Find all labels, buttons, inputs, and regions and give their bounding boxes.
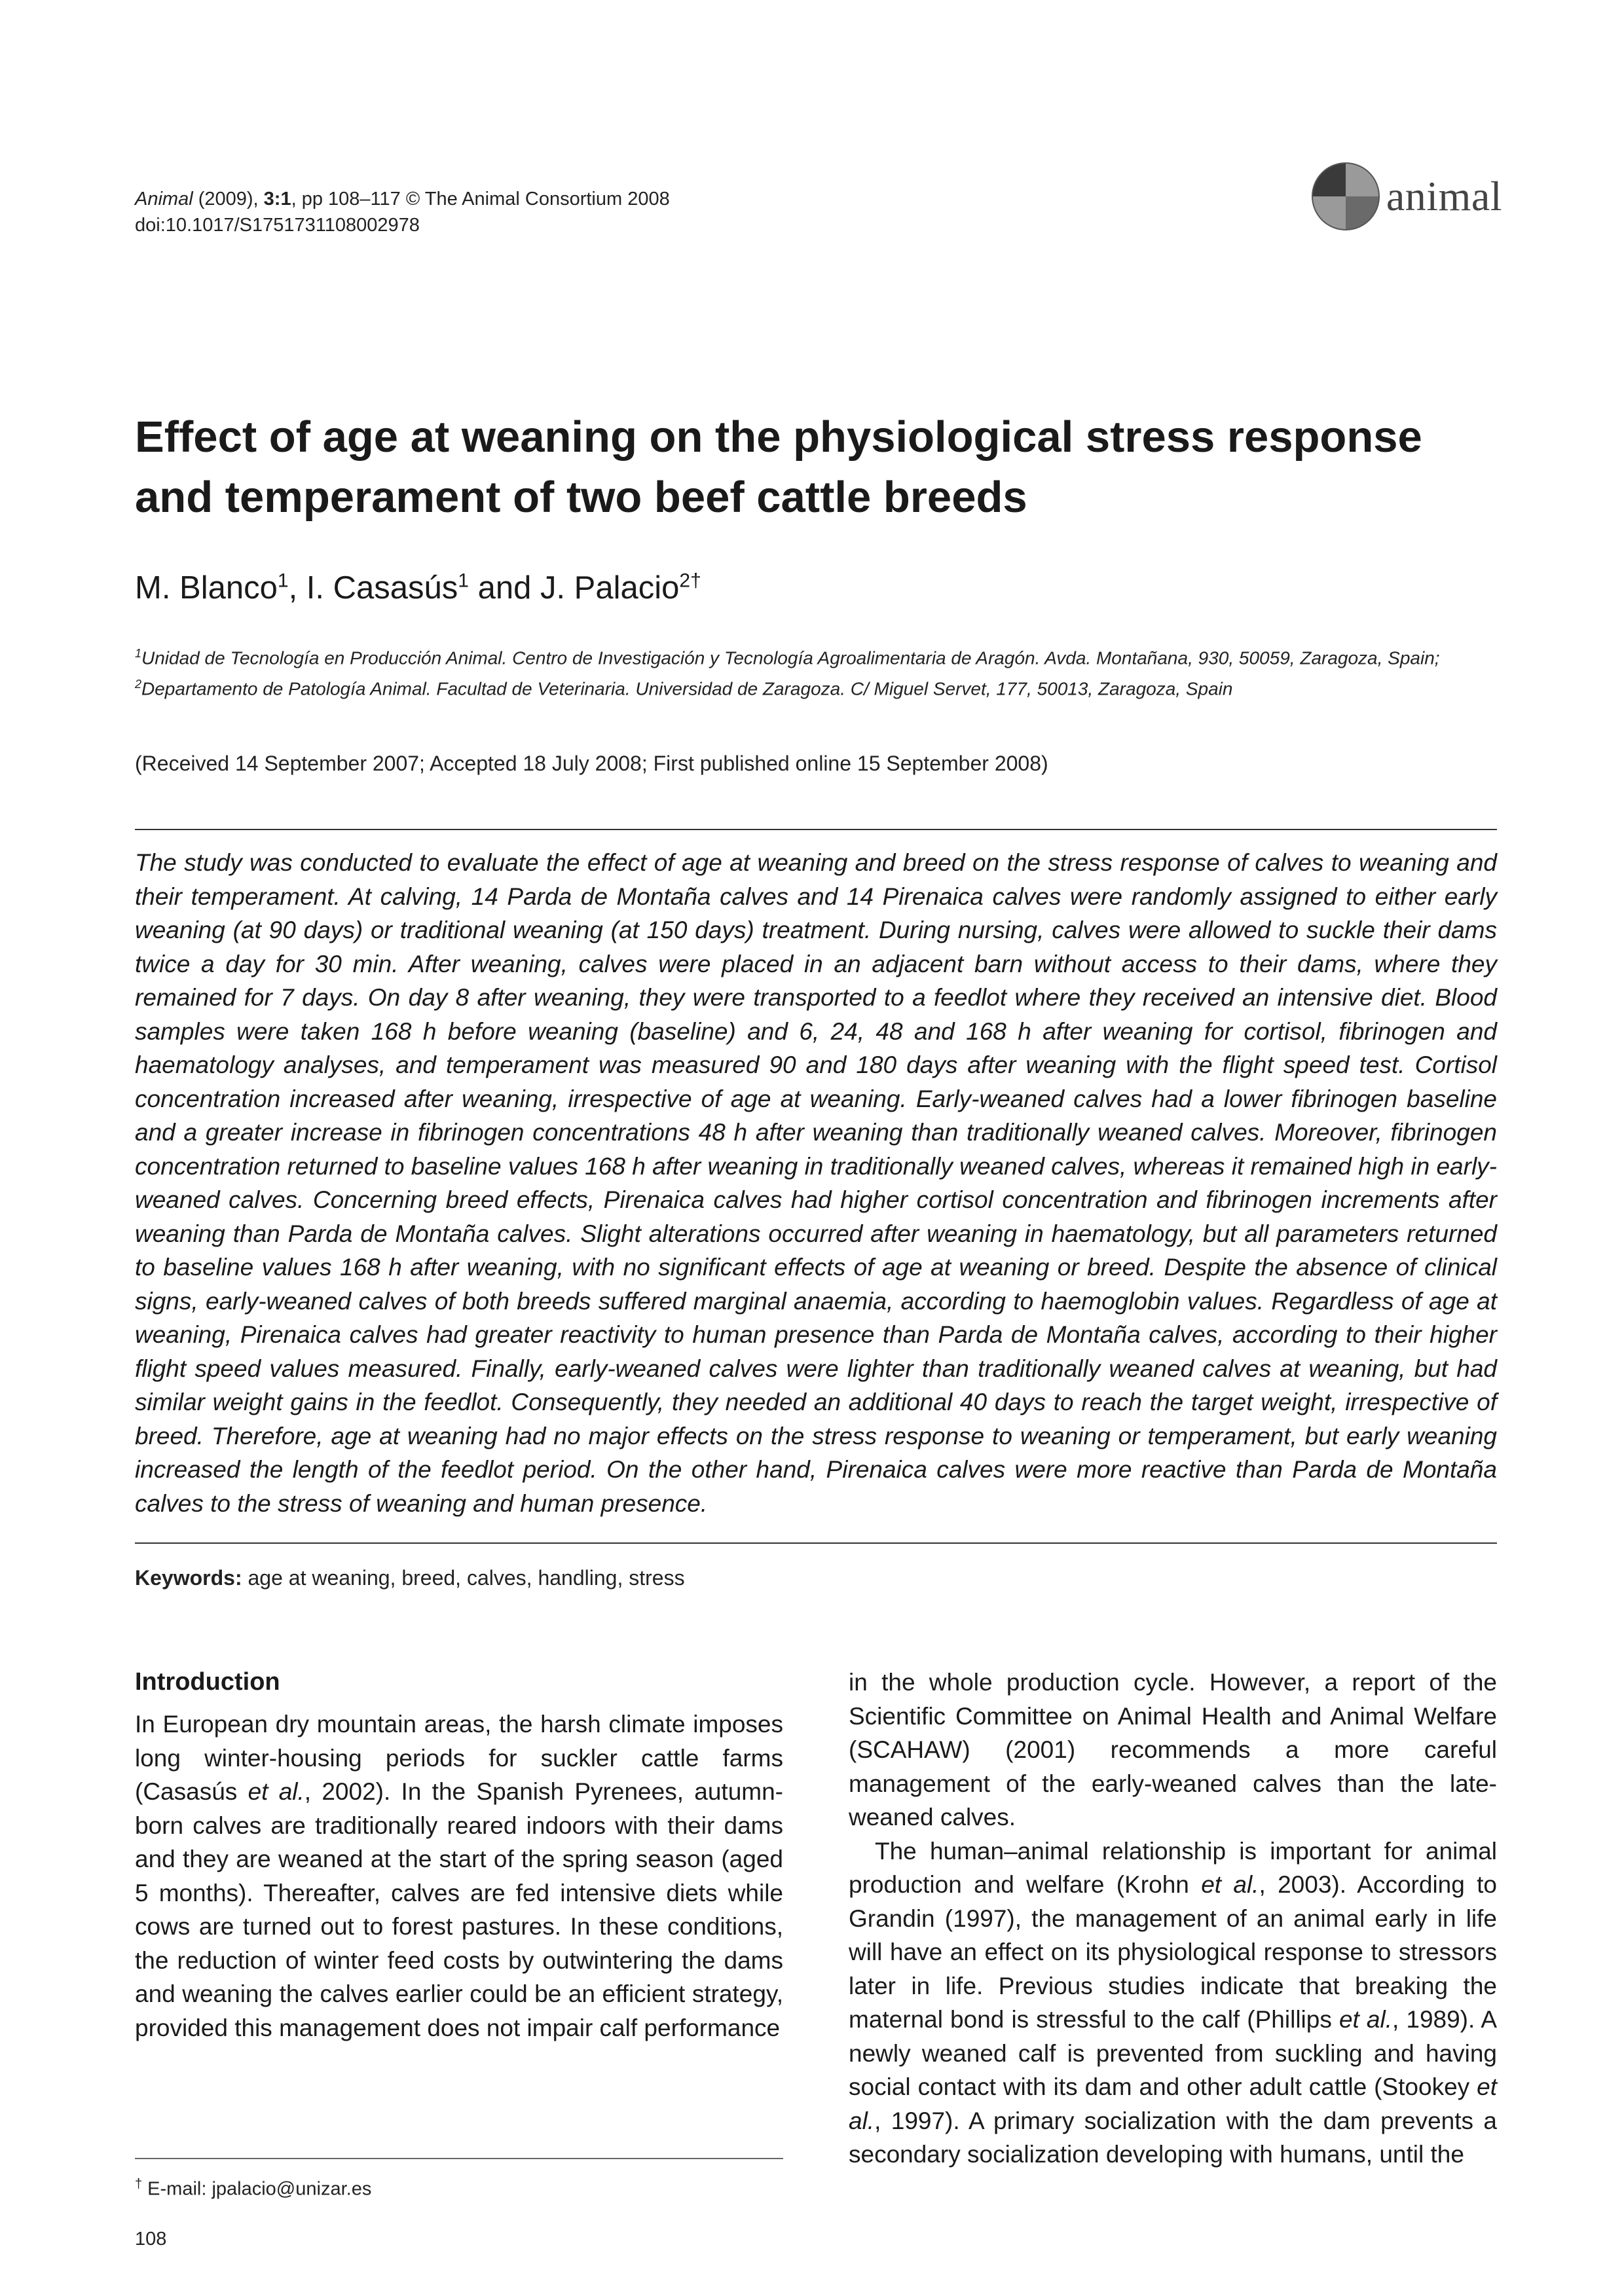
text-run: , 2002). In the Spanish Pyrenees, autumn-born calves are traditionally reared indoors with their dams and they are weaned at the start of the spring season (aged 5 months). Thereafter, calves are fed intensive diets while cows are turned out to forest pastures. In these conditions, the reduction of winter feed costs by outwintering the dams and weaning the calves earlier could be an efficient strategy, provided this management does not impair calf performance bbox=[135, 1778, 783, 2041]
paragraph bbox=[135, 1707, 783, 2045]
journal-citation bbox=[135, 186, 670, 238]
logo-icon bbox=[1310, 161, 1381, 232]
author-separator: , bbox=[288, 570, 306, 606]
paragraph bbox=[849, 1834, 1497, 2172]
author-mark: 1 bbox=[277, 570, 289, 592]
affiliation-text: Departamento de Patología Animal. Facultad de Veterinaria. Universidad de Zaragoza. C/ Miguel Servet, 177, 50013, Zaragoza, Spain bbox=[141, 678, 1233, 699]
affiliation-mark: 1 bbox=[135, 647, 142, 660]
text-run: et al. bbox=[1201, 1871, 1259, 1898]
journal-logo bbox=[1310, 161, 1502, 232]
logo-wordmark: animal bbox=[1386, 173, 1502, 219]
volume-issue: 3:1 bbox=[263, 189, 291, 210]
copyright: © The Animal Consortium 2008 bbox=[405, 189, 670, 210]
affiliation-mark: 2 bbox=[135, 678, 142, 691]
left-column bbox=[135, 1666, 783, 2045]
section-heading: Introduction bbox=[135, 1668, 280, 1696]
article-title: Effect of age at weaning on the physiological stress response and temperament of two beef cattle breeds bbox=[135, 412, 1422, 522]
author-mark: 2† bbox=[679, 570, 701, 592]
affiliation bbox=[135, 671, 1497, 702]
author-name: J. Palacio bbox=[540, 570, 680, 606]
author-name: M. Blanco bbox=[135, 570, 278, 606]
doi: doi:10.1017/S1751731108002978 bbox=[135, 215, 420, 236]
abstract-top-rule bbox=[135, 829, 1497, 830]
received-dates: (Received 14 September 2007; Accepted 18 July 2008; First published online 15 September 2008) bbox=[135, 752, 1048, 775]
page-number: 108 bbox=[135, 2229, 167, 2250]
author-separator: and bbox=[468, 570, 540, 606]
affiliation-text: Unidad de Tecnología en Producción Animal. Centro de Investigación y Tecnología Agroalimentaria de Aragón. Avda. Montañana, 930, 50059, Zaragoza, Spain; bbox=[141, 647, 1440, 668]
affiliation bbox=[135, 640, 1497, 671]
author-name: I. Casasús bbox=[306, 570, 458, 606]
text-run: In European dry mountain areas, the harsh climate imposes long winter-housing periods for suckler cattle farms (Casasús bbox=[135, 1711, 783, 1805]
keywords-label: Keywords: bbox=[135, 1566, 242, 1590]
text-run: , 1997). A primary socialization with the dam prevents a secondary socialization developing with humans, until the bbox=[849, 2107, 1497, 2168]
footnote-mark: † bbox=[135, 2177, 143, 2191]
abstract: The study was conducted to evaluate the effect of age at weaning and breed on the stress response of calves to weaning and their temperament. At calving, 14 Parda de Montaña calves and 14 Pirenaica calves were randomly assigned to either early weaning (at 90 days) or traditional weaning (at 150 days) treatment. During nursing, calves were allowed to suckle their dams twice a day for 30 min. After weaning, calves were placed in an adjacent barn without access to their dams, where they remained for 7 days. On day 8 after weaning, they were transported to a feedlot where they received an intensive diet. Blood samples were taken 168 h before weaning (baseline) and 6, 24, 48 and 168 h after weaning for cortisol, fibrinogen and haematology analyses, and temperament was measured 90 and 180 days after weaning with the flight speed test. Cortisol concentration increased after weaning, irrespective of age at weaning. Early-weaned calves had a lower fibrinogen baseline and a greater increase in fibrinogen concentrations 48 h after weaning than traditionally weaned calves. Moreover, fibrinogen concentration returned to baseline values 168 h after weaning in traditionally weaned calves, whereas it remained high in early-weaned calves. Concerning breed effects, Pirenaica calves had higher cortisol concentration and fibrinogen increments after weaning than Parda de Montaña calves. Slight alterations occurred after weaning in haematology, but all parameters returned to baseline values 168 h after weaning, with no significant effects of age at weaning or breed. Despite the absence of clinical signs, early-weaned calves of both breeds suffered marginal anaemia, according to haemoglobin values. Regardless of age at weaning, Pirenaica calves had greater reactivity to human presence than Parda de Montaña calves, according to their higher flight speed values measured. Finally, early-weaned calves were lighter than traditionally weaned calves at weaning, but had similar weight gains in the feedlot. Consequently, they needed an additional 40 days to reach the target weight, irrespective of breed. Therefore, age at weaning had no major effects on the stress response to weaning or temperament, but early weaning increased the length of the feedlot period. On the other hand, Pirenaica calves were more reactive than Parda de Montaña calves to the stress of weaning and human presence. bbox=[135, 849, 1497, 1517]
right-column bbox=[849, 1666, 1497, 2172]
author-list bbox=[135, 568, 701, 608]
footnote-rule bbox=[135, 2158, 783, 2159]
keywords bbox=[135, 1565, 685, 1591]
abstract-bottom-rule bbox=[135, 1542, 1497, 1544]
affiliations bbox=[135, 640, 1497, 702]
text-run: , 2003). According to Grandin (1997), the management of an animal early in life will have an effect on its physiological response to stressors later in life. Previous studies indicate that breaking the maternal bond is stressful to the calf (Phillips bbox=[849, 1871, 1498, 2033]
footnote-text: E-mail: jpalacio@unizar.es bbox=[142, 2178, 372, 2200]
text-run: , 1989). A newly weaned calf is prevented from suckling and having social contact with its dam and other adult cattle (Stookey bbox=[849, 2006, 1498, 2100]
journal-name: Animal bbox=[135, 189, 193, 210]
paragraph: in the whole production cycle. However, a report of the Scientific Committee on Animal Health and Animal Welfare (SCAHAW) (2001) recommends a more careful management of the early-weaned calves than the late-weaned calves. bbox=[849, 1669, 1497, 1831]
text-run: et al. bbox=[248, 1778, 304, 1805]
text-run: et al. bbox=[1338, 2006, 1392, 2033]
journal-year: (2009), bbox=[198, 189, 259, 210]
footnote bbox=[135, 2171, 371, 2202]
page-range: , pp 108–117 bbox=[291, 189, 401, 210]
text-run: et al. bbox=[849, 2073, 1497, 2134]
text-run: The human–animal relationship is important for animal production and welfare (Krohn bbox=[849, 1837, 1497, 1898]
author-mark: 1 bbox=[458, 570, 469, 592]
keywords-list: age at weaning, breed, calves, handling, stress bbox=[242, 1566, 685, 1590]
